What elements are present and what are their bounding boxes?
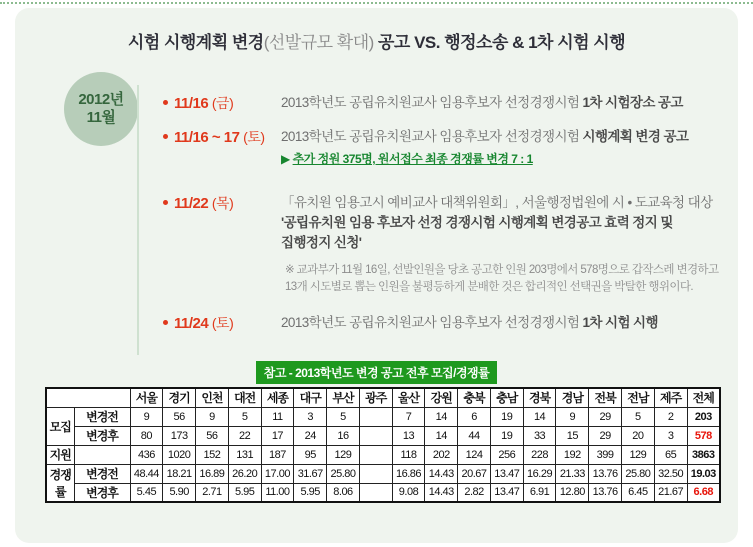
event-date [174,313,281,333]
column-header: 광주 [359,388,392,407]
table-cell [359,426,392,445]
table-row [46,464,720,483]
table-cell: 29 [589,426,622,445]
day-text: (목) [211,195,234,211]
table-cell: 202 [425,445,458,464]
timeline-event-1124 [163,313,658,333]
row-sublabel: 변경후 [74,426,130,445]
bullet-icon [163,320,168,325]
row-sublabel [74,445,130,464]
table-cell: 578 [687,426,720,445]
table-cell: 11 [261,407,294,426]
table-row [46,445,720,464]
table-cell: 24 [294,426,327,445]
table-cell: 25.80 [327,464,360,483]
day-text: (토) [211,315,234,331]
table-cell: 22 [228,426,261,445]
main-panel [15,8,738,543]
table-cell: 13.76 [589,483,622,502]
footnote-line1: ※ 교과부가 11월 16일, 선발인원을 당초 공고한 인원 203명에서 578명으로 갑작스레 변경하고 [285,264,719,276]
table-cell: 2 [654,407,687,426]
date-text: 11/16 ~ 17 [174,129,240,146]
row-label: 모집 [46,407,74,445]
table-cell: 436 [130,445,163,464]
table-row [46,407,720,426]
event-description [281,127,688,169]
date-text: 11/22 [174,195,209,212]
timeline-event-1116 [163,93,683,113]
sub-note-text: 추가 정원 375명, 원서접수 최종 경쟁률 변경 7 : 1 [292,152,533,166]
desc-line1: 「유치원 임용고시 예비교사 대책위원회」, 서울행정법원에 시 • 도교육청 대상 [281,195,713,210]
table-cell: 44 [458,426,491,445]
table-cell: 9 [130,407,163,426]
date-text: 11/16 [174,95,209,112]
table-cell: 95 [294,445,327,464]
table-cell: 5 [228,407,261,426]
table-cell: 16.86 [392,464,425,483]
column-header: 세종 [261,388,294,407]
column-header: 충북 [458,388,491,407]
table-cell: 5 [621,407,654,426]
event-description [281,193,751,253]
table-cell: 13.76 [589,464,622,483]
arrow-right-icon: ▶ [281,152,290,166]
bullet-icon [163,100,168,105]
table-cell [359,483,392,502]
table-cell: 26.20 [228,464,261,483]
column-header: 제주 [654,388,687,407]
table-cell: 5 [327,407,360,426]
badge-month: 11월 [86,109,116,126]
table-cell: 6 [458,407,491,426]
table-cell: 118 [392,445,425,464]
table-cell: 129 [621,445,654,464]
table-cell: 6.45 [621,483,654,502]
table-cell: 19.03 [687,464,720,483]
table-cell: 21.33 [556,464,589,483]
desc-bold: 1차 시험 시행 [582,315,658,330]
event-description [281,93,683,113]
table-cell: 8.06 [327,483,360,502]
row-label: 경쟁률 [46,464,74,502]
table-cell: 5.95 [294,483,327,502]
table-cell: 187 [261,445,294,464]
table-cell: 16.89 [196,464,229,483]
footnote [285,262,745,296]
event-date [174,193,281,213]
table-cell: 11.00 [261,483,294,502]
table-cell: 3 [294,407,327,426]
column-header: 경남 [556,388,589,407]
table-cell: 16 [327,426,360,445]
table-cell: 20.67 [458,464,491,483]
desc-bold: 1차 시험장소 공고 [582,95,683,110]
page-title [15,28,738,53]
month-badge [64,72,138,146]
table-cell [359,407,392,426]
title-prefix: 시험 시행계획 변경 [127,33,264,52]
table-cell: 31.67 [294,464,327,483]
table-cell: 9.08 [392,483,425,502]
dotted-top-border [0,2,753,4]
column-header: 전체 [687,388,720,407]
table-cell: 173 [163,426,196,445]
table-cell: 14.43 [425,464,458,483]
table-cell: 6.91 [523,483,556,502]
bullet-icon [163,200,168,205]
desc-normal: 2013학년도 공립유치원교사 임용후보자 선정경쟁시험 [281,315,583,330]
row-sublabel: 변경전 [74,407,130,426]
table-cell: 48.44 [130,464,163,483]
table-cell: 9 [196,407,229,426]
table-cell: 399 [589,445,622,464]
table-row [46,483,720,502]
table-cell: 2.82 [458,483,491,502]
table-cell: 203 [687,407,720,426]
column-header: 전남 [621,388,654,407]
timeline-event-1122 [163,193,751,253]
table-cell: 19 [490,407,523,426]
column-header: 강원 [425,388,458,407]
table-cell: 152 [196,445,229,464]
day-text: (금) [211,95,234,111]
row-sublabel: 변경후 [74,483,130,502]
table-cell: 2.71 [196,483,229,502]
table-cell: 18.21 [163,464,196,483]
table-header-row [46,388,720,407]
table-cell: 124 [458,445,491,464]
desc-bold: 시행계획 변경 공고 [582,129,689,144]
table-cell: 6.68 [687,483,720,502]
column-header: 대전 [228,388,261,407]
table-cell: 5.45 [130,483,163,502]
column-header: 서울 [130,388,163,407]
column-header: 부산 [327,388,360,407]
column-header: 전북 [589,388,622,407]
desc-normal: 2013학년도 공립유치원교사 임용후보자 선정경쟁시험 [281,95,583,110]
badge-year: 2012년 [78,91,124,108]
table-cell: 21.67 [654,483,687,502]
table-cell [359,445,392,464]
table-cell: 131 [228,445,261,464]
footnote-line2: 13개 시도별로 뽑는 인원을 불평등하게 분배한 것은 합리적인 선택권을 박탈한 행위이다. [285,281,693,293]
table-cell: 56 [196,426,229,445]
stats-table [45,387,721,503]
table-caption-text: 참고 - 2013학년도 변경 공고 전후 모집/경쟁률 [256,361,498,384]
table-cell: 16.29 [523,464,556,483]
timeline-event-1116-17 [163,127,688,169]
table-cell: 192 [556,445,589,464]
table-cell: 33 [523,426,556,445]
table-cell: 19 [490,426,523,445]
table-cell: 13.47 [490,483,523,502]
table-cell: 12.80 [556,483,589,502]
bullet-icon [163,134,168,139]
table-cell: 14 [425,426,458,445]
table-cell: 1020 [163,445,196,464]
column-header: 대구 [294,388,327,407]
table-cell: 129 [327,445,360,464]
table-cell: 80 [130,426,163,445]
timeline-line [137,85,139,355]
table-corner-cell [46,388,130,407]
table-cell: 9 [556,407,589,426]
title-suffix: 공고 VS. 행정소송 & 1차 시험 시행 [373,33,626,52]
table-cell: 25.80 [621,464,654,483]
table-cell: 7 [392,407,425,426]
date-text: 11/24 [174,315,209,332]
table-caption [15,361,738,384]
table-cell: 3863 [687,445,720,464]
table-cell: 17 [261,426,294,445]
stats-table-wrap [45,387,721,503]
column-header: 경기 [163,388,196,407]
table-cell: 17.00 [261,464,294,483]
table-cell: 32.50 [654,464,687,483]
row-sublabel: 변경전 [74,464,130,483]
title-muted: (선발규모 확대) [263,33,374,52]
table-cell: 29 [589,407,622,426]
event-date [174,93,281,113]
table-row [46,426,720,445]
table-cell: 56 [163,407,196,426]
column-header: 울산 [392,388,425,407]
table-cell: 13.47 [490,464,523,483]
day-text: (토) [243,129,265,145]
row-label: 지원 [46,445,74,464]
table-cell: 14.43 [425,483,458,502]
column-header: 충남 [490,388,523,407]
column-header: 인천 [196,388,229,407]
table-cell: 20 [621,426,654,445]
table-cell: 256 [490,445,523,464]
event-date [174,127,281,147]
column-header: 경북 [523,388,556,407]
table-cell: 14 [523,407,556,426]
sub-note-green [281,149,688,169]
table-cell: 5.95 [228,483,261,502]
desc-normal: 2013학년도 공립유치원교사 임용후보자 선정경쟁시험 [281,129,583,144]
desc-line2: '공립유치원 임용 후보자 선정 경쟁시험 시행계획 변경공고 효력 정지 및 [281,215,673,230]
table-cell: 65 [654,445,687,464]
event-description [281,313,658,333]
table-cell: 228 [523,445,556,464]
desc-line3: 집행정지 신청' [281,235,362,250]
table-cell: 14 [425,407,458,426]
table-cell: 15 [556,426,589,445]
table-cell: 5.90 [163,483,196,502]
table-cell: 3 [654,426,687,445]
table-cell: 13 [392,426,425,445]
table-cell [359,464,392,483]
